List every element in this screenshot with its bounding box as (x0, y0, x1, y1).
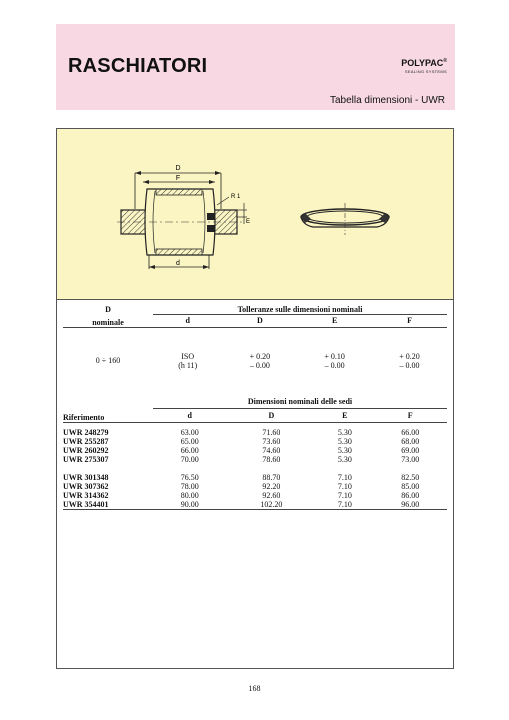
tolerance-D-minus: – 0.00 (249, 360, 270, 370)
page-number: 168 (248, 684, 261, 693)
tolerance-col-D: D (105, 305, 111, 315)
technical-drawing-panel (57, 129, 453, 300)
label-d: d (176, 260, 180, 267)
table-row: UWR 354401 90.00 102.20 7.10 96.00 (63, 500, 447, 510)
label-F: F (175, 175, 181, 182)
wiper-seal-drawing (57, 129, 453, 299)
tolerance-table (63, 305, 447, 370)
tolerance-header-d: d (153, 315, 222, 328)
polypac-logo (401, 58, 447, 74)
seat-dimensions-table (63, 397, 447, 510)
seats-group-header: Dimensioni nominali delle sedi (153, 397, 447, 409)
tolerance-E-plus: + 0.10 (324, 351, 345, 361)
label-R1: R 1 (231, 194, 241, 200)
tolerance-E-minus: – 0.00 (324, 360, 345, 370)
tolerance-d-line2: (h 11) (178, 360, 198, 370)
seats-header-F: F (373, 409, 447, 423)
tolerance-range: 0 ÷ 160 (95, 356, 121, 365)
table-row: UWR 255287 65.00 73.60 5.30 68.00 (63, 436, 420, 446)
label-D: D (175, 165, 181, 172)
table-row: UWR 301348 76.50 88.70 7.10 82.50 (63, 472, 420, 482)
content-frame (56, 128, 454, 669)
seats-header-E: E (316, 409, 373, 423)
tolerance-header-F: F (372, 315, 447, 328)
page-title: RASCHIATORI (68, 55, 208, 77)
table-row: UWR 307362 78.00 92.20 7.10 85.00 (63, 481, 420, 491)
seal-profile-lower (207, 225, 215, 232)
seal-ring-view (301, 203, 389, 235)
table-row: UWR 275307 70.00 78.60 5.30 73.00 (63, 454, 420, 464)
page-subtitle: Tabella dimensioni - UWR (329, 95, 445, 106)
tolerance-F-minus: – 0.00 (399, 360, 420, 370)
tolerance-col-D-sub: nominale (63, 315, 153, 328)
seats-header-d: d (153, 409, 226, 423)
logo-brand: POLYPAC® (401, 58, 447, 68)
header-banner (56, 24, 455, 110)
logo-tagline: SEALING SYSTEMS (404, 69, 447, 74)
tolerance-header-E: E (297, 315, 372, 328)
table-row: UWR 248279 63.00 71.60 5.30 66.00 (63, 427, 420, 437)
seal-profile-upper (207, 213, 215, 220)
seat-bottom (156, 249, 202, 255)
table-row: UWR 314362 80.00 92.60 7.10 86.00 (63, 490, 420, 500)
tolerance-d-line1: ISO (181, 351, 195, 361)
tolerance-D-plus: + 0.20 (249, 351, 271, 361)
table-row: UWR 260292 66.00 74.60 5.30 69.00 (63, 445, 420, 455)
seats-header-D: D (226, 409, 316, 423)
tolerance-header-D: D (222, 315, 297, 328)
seat-top (156, 189, 202, 195)
label-E: E (246, 219, 251, 225)
tolerance-F-plus: + 0.20 (399, 351, 420, 361)
tolerance-group-header: Tolleranze sulle dimensioni nominali (153, 305, 447, 315)
seats-header-ref: Riferimento (63, 409, 153, 423)
